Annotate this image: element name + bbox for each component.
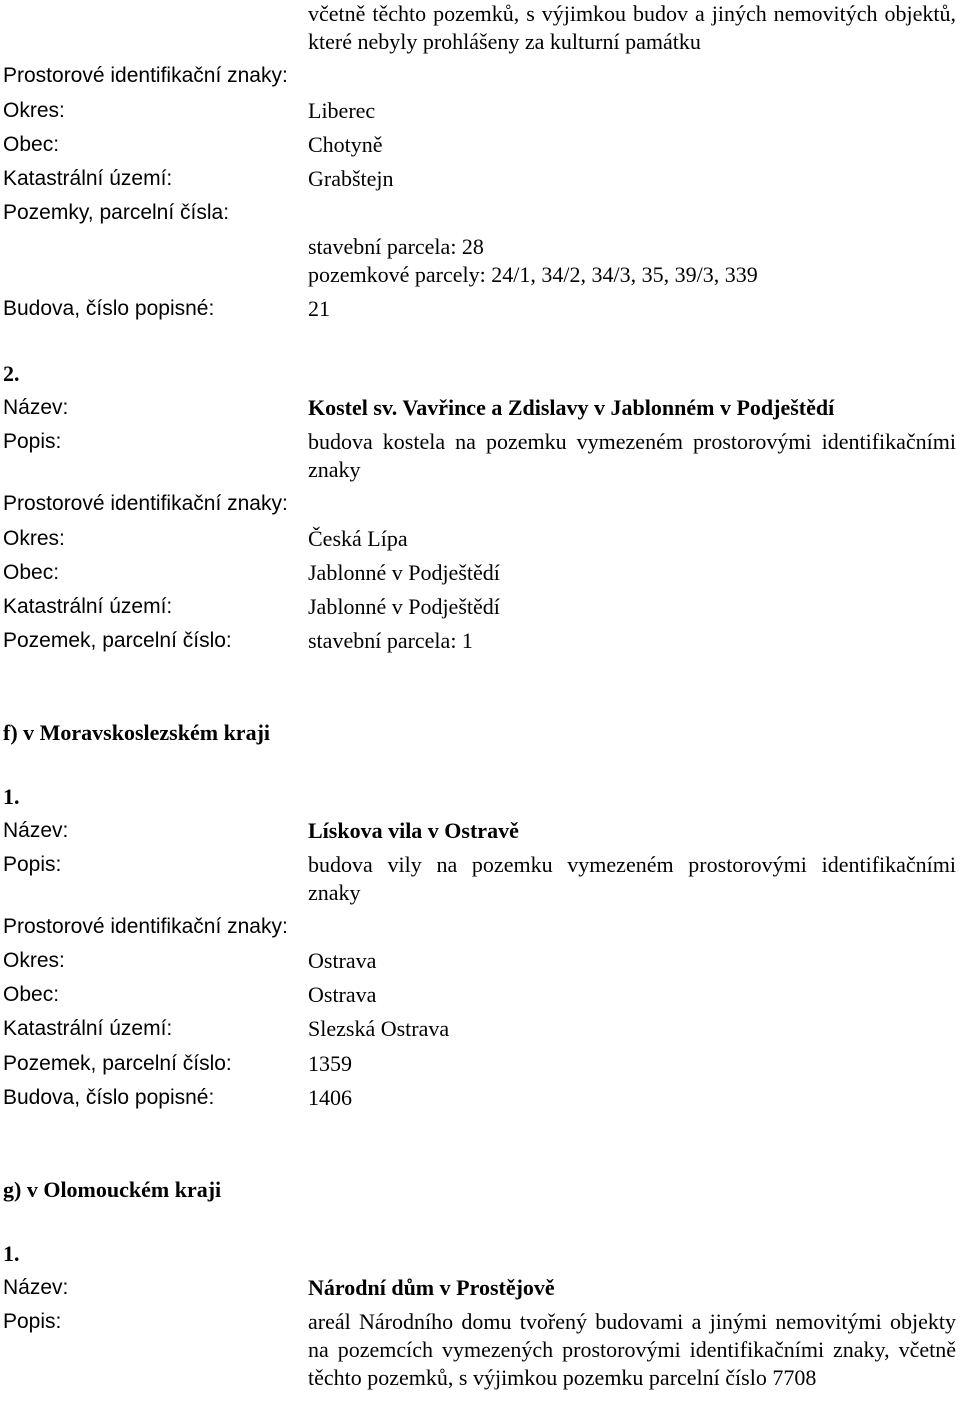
name-value: Lískova vila v Ostravě xyxy=(308,818,519,843)
parcels-label: Pozemky, parcelní čísla: xyxy=(3,201,230,224)
region-heading: f) v Moravskoslezském kraji xyxy=(3,720,271,745)
spatial-identifiers-label: Prostorové identifikační znaky: xyxy=(3,64,288,87)
municipality-label: Obec: xyxy=(3,133,60,156)
parcel-row xyxy=(0,627,960,655)
district-label: Okres: xyxy=(3,527,65,550)
parcel-label: Pozemek, parcelní číslo: xyxy=(3,1052,232,1075)
district-row xyxy=(0,525,960,553)
description-label: Popis: xyxy=(3,1310,62,1333)
continuation-text: včetně těchto pozemků, s výjimkou budov a jiných nemovitých objektů, které nebyly prohlášeny za kulturní památku xyxy=(308,1,956,54)
region-heading: g) v Olomouckém kraji xyxy=(3,1177,222,1202)
spatial-identifiers-label: Prostorové identifikační znaky: xyxy=(3,915,288,938)
description-value: budova vily na pozemku vymezeném prostorovými identifikačními znaky xyxy=(308,852,956,905)
name-label: Název: xyxy=(3,1276,69,1299)
parcel-row xyxy=(0,1050,960,1078)
cadastral-area-value: Slezská Ostrava xyxy=(308,1016,450,1041)
municipality-value: Ostrava xyxy=(308,982,377,1007)
district-value: Česká Lípa xyxy=(308,526,408,551)
building-parcel-value: stavební parcela: 28 xyxy=(308,234,484,259)
name-label: Název: xyxy=(3,396,69,419)
building-number-value: 21 xyxy=(308,296,330,321)
cadastral-area-label: Katastrální území: xyxy=(3,595,173,618)
municipality-row xyxy=(0,131,960,159)
building-number-row xyxy=(0,295,960,323)
cadastral-area-row xyxy=(0,1015,960,1043)
cadastral-area-row xyxy=(0,593,960,621)
cadastral-area-value: Grabštejn xyxy=(308,166,394,191)
description-value: areál Národního domu tvořený budovami a jinými nemovitými objekty na pozemcích vymezených prostorovými identifikačními znaky, včetně těchto pozemků, s výjimkou pozemku parcelní číslo 7708 xyxy=(308,1309,956,1390)
municipality-value: Chotyně xyxy=(308,132,383,157)
description-value: budova kostela na pozemku vymezeném prostorovými identifikačními znaky xyxy=(308,429,956,482)
name-value: Kostel sv. Vavřince a Zdislavy v Jablonném v Podještědí xyxy=(308,395,835,420)
parcel-value: stavební parcela: 1 xyxy=(308,628,473,653)
cadastral-area-label: Katastrální území: xyxy=(3,167,173,190)
district-label: Okres: xyxy=(3,99,65,122)
district-row xyxy=(0,97,960,125)
municipality-row xyxy=(0,559,960,587)
parcel-value: 1359 xyxy=(308,1051,352,1076)
description-label: Popis: xyxy=(3,430,62,453)
municipality-row xyxy=(0,981,960,1009)
name-value: Národní dům v Prostějově xyxy=(308,1275,555,1300)
name-row xyxy=(0,1274,960,1302)
municipality-value: Jablonné v Podještědí xyxy=(308,560,500,585)
item-number: 1. xyxy=(3,1241,20,1266)
building-number-row xyxy=(0,1084,960,1112)
municipality-label: Obec: xyxy=(3,983,60,1006)
district-label: Okres: xyxy=(3,949,65,972)
cadastral-area-label: Katastrální území: xyxy=(3,1017,173,1040)
description-label: Popis: xyxy=(3,853,62,876)
cadastral-area-row xyxy=(0,165,960,193)
parcel-label: Pozemek, parcelní číslo: xyxy=(3,629,232,652)
name-label: Název: xyxy=(3,819,69,842)
district-value: Liberec xyxy=(308,98,376,123)
building-number-label: Budova, číslo popisné: xyxy=(3,297,215,320)
building-number-value: 1406 xyxy=(308,1085,352,1110)
name-row xyxy=(0,394,960,422)
item-number: 1. xyxy=(3,784,20,809)
spatial-identifiers-label: Prostorové identifikační znaky: xyxy=(3,492,288,515)
name-row xyxy=(0,817,960,845)
item-number: 2. xyxy=(3,361,20,386)
district-row xyxy=(0,947,960,975)
municipality-label: Obec: xyxy=(3,561,60,584)
building-number-label: Budova, číslo popisné: xyxy=(3,1086,215,1109)
district-value: Ostrava xyxy=(308,948,377,973)
land-parcels-value: pozemkové parcely: 24/1, 34/2, 34/3, 35, 39/3, 339 xyxy=(308,262,758,287)
cadastral-area-value: Jablonné v Podještědí xyxy=(308,594,500,619)
